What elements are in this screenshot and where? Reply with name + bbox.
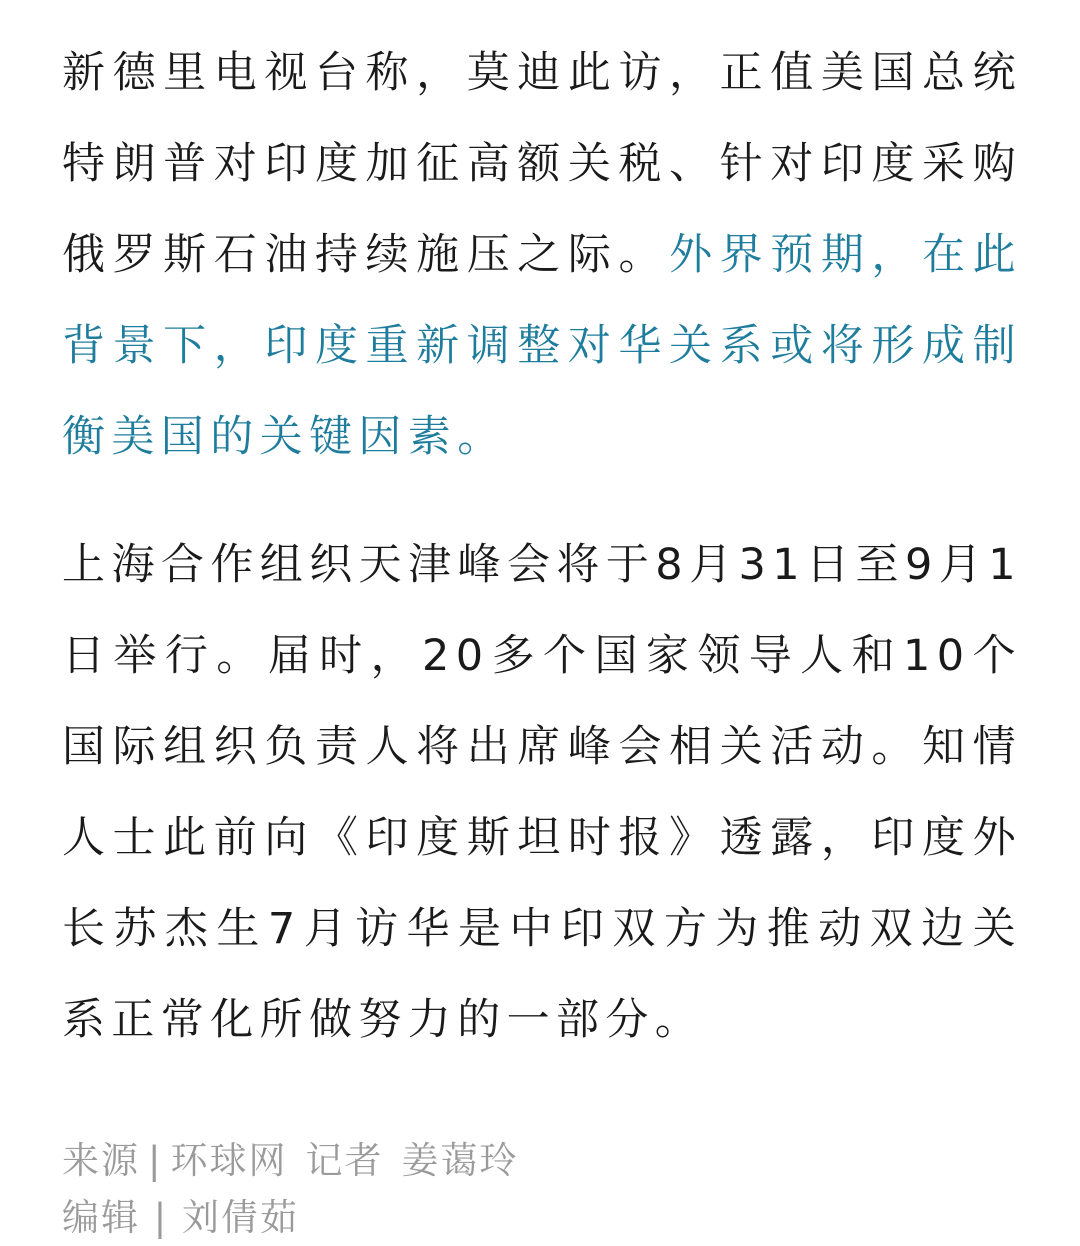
highlighted-text: 外界预期，在此背景下，印度重新调整对华关系或将形成制衡美国的关键因素。 — [62, 230, 1022, 462]
article-paragraph-2: 上海合作组织天津峰会将于8月31日至9月1日举行。届时，20多个国家领导人和10个国际组织负责人将出席峰会相关活动。知情人士此前向《印度斯坦时报》透露，印度外长苏杰生7月访华是中印双方为推动双边关系正常化所做努力的一部分。 — [62, 540, 1022, 1045]
source-name: 环球网 — [170, 1139, 288, 1182]
source-byline — [62, 1133, 518, 1189]
paragraph-plain-text: 新德里电视台称，莫迪此访，正值美国总统特朗普对印度加征高额关税、针对印度采购俄罗斯石油持续施压之际。 — [62, 48, 1022, 280]
article-paragraph-1 — [62, 28, 1022, 483]
article-body — [62, 28, 1022, 1066]
byline-separator: | — [148, 1139, 163, 1182]
editor-byline: 编辑 | 刘倩茹 — [62, 1196, 299, 1239]
reporter-label: 记者 — [305, 1139, 384, 1182]
source-label: 来源 — [62, 1139, 140, 1182]
reporter-name: 姜蔼玲 — [401, 1139, 519, 1182]
